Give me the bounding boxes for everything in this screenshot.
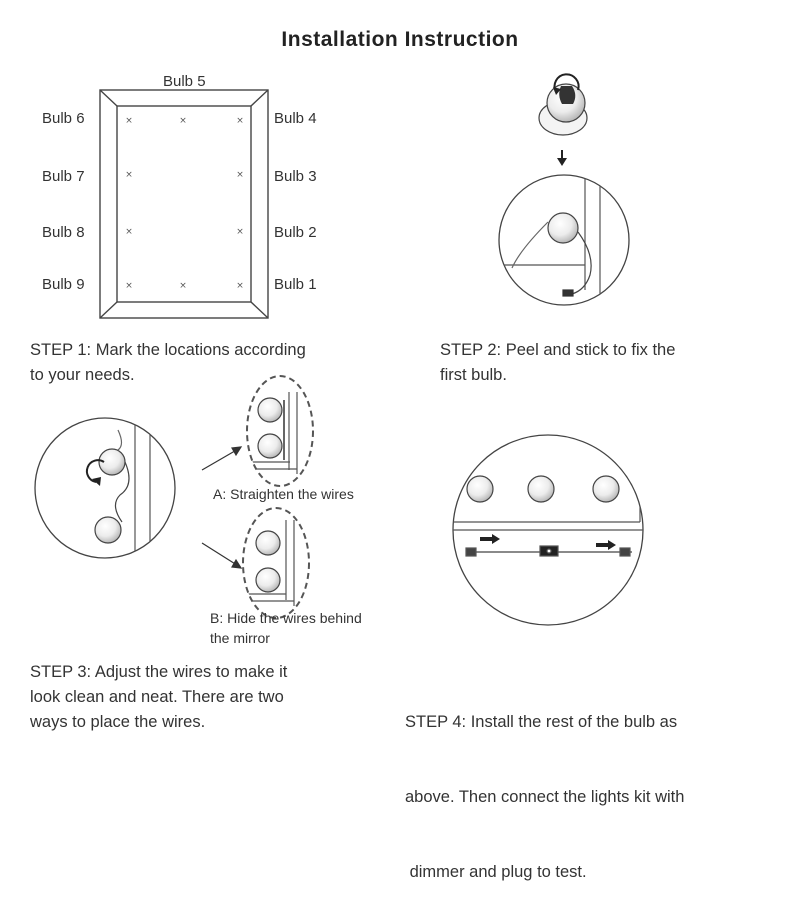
step-1-text [30,338,306,388]
step-4-line-1: STEP 4: Install the rest of the bulb as [405,713,678,731]
svg-text:×: × [179,281,187,291]
step-1-line-1: STEP 1: Mark the locations according [30,341,306,359]
svg-text:×: × [125,116,133,126]
bulb-4-label: Bulb 4 [274,110,317,127]
bulb-position-marks [125,116,244,291]
bulb-6-label: Bulb 6 [42,110,85,127]
step-3-line-1: STEP 3: Adjust the wires to make it [30,663,288,681]
step-3-line-3: ways to place the wires. [30,713,206,731]
svg-text:×: × [236,227,244,237]
step-4-line-2: above. Then connect the lights kit with [405,788,685,806]
option-a-illustration [247,376,313,486]
svg-text:×: × [179,116,187,126]
step-2-line-1: STEP 2: Peel and stick to fix the [440,341,676,359]
down-arrow-icon [557,150,567,166]
option-b-label [210,608,362,648]
pointer-arrows [202,447,241,568]
svg-text:×: × [236,170,244,180]
bulb-7-label: Bulb 7 [42,168,85,185]
step-3-text [30,660,287,735]
option-a-label: A: Straighten the wires [213,486,354,502]
svg-text:×: × [125,281,133,291]
step-1-line-2: to your needs. [30,366,135,384]
step2-detail-circle [499,175,629,305]
bulb-2-label: Bulb 2 [274,224,317,241]
bulb-1-label: Bulb 1 [274,276,317,293]
step4-detail-circle [450,430,648,625]
bulb-3-label: Bulb 3 [274,168,317,185]
option-b-line-2: the mirror [210,630,270,646]
svg-text:×: × [236,281,244,291]
bulb-9-label: Bulb 9 [42,276,85,293]
bulb-5-label: Bulb 5 [163,73,206,90]
step-4-line-3: dimmer and plug to test. [405,863,587,881]
svg-text:×: × [125,170,133,180]
step-4-text [405,660,684,910]
svg-text:×: × [236,116,244,126]
step3-detail-circle [35,418,175,560]
step-2-text [440,338,675,388]
option-b-line-1: B: Hide the wires behind [210,610,362,626]
step-3-line-2: look clean and neat. There are two [30,688,284,706]
step-2-line-2: first bulb. [440,366,507,384]
page-title: Installation Instruction [281,28,519,51]
svg-text:×: × [125,227,133,237]
bulb-with-rotate-arrow [539,74,587,135]
option-b-illustration [243,508,309,618]
bulb-8-label: Bulb 8 [42,224,85,241]
